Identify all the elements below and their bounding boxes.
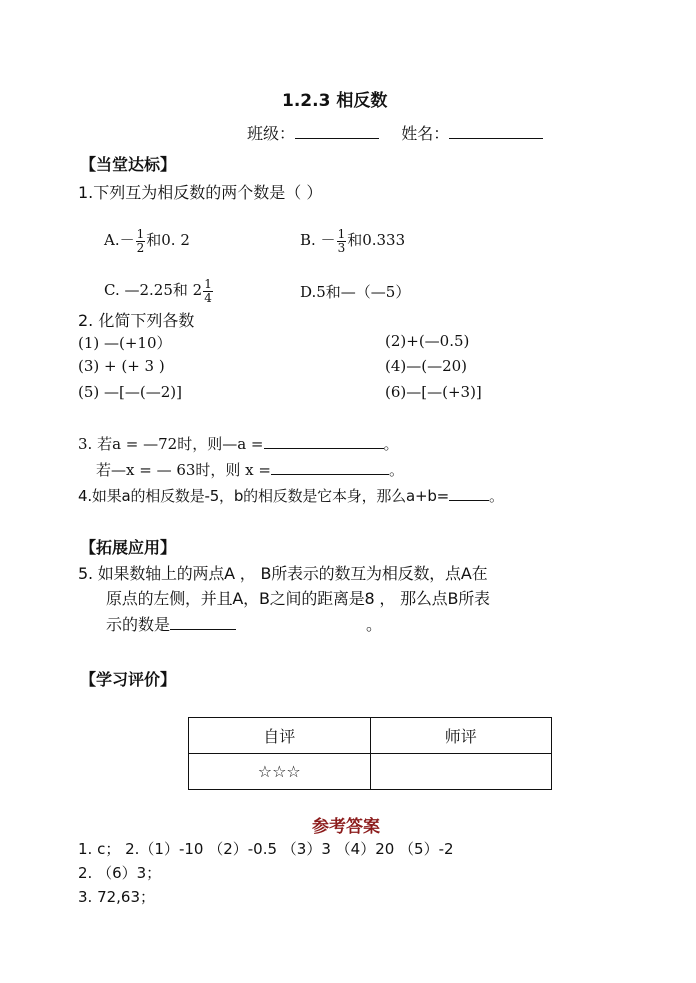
name-label: 姓名： xyxy=(401,124,450,143)
question-4: 4.如果a的相反数是-5，b的相反数是它本身，那么a+b= 。 xyxy=(78,487,504,505)
fraction: $\frac{1}{4}$ xyxy=(204,276,212,305)
question-1-option-d: D.5和—（—5） xyxy=(300,283,411,301)
teacher-eval-cell[interactable] xyxy=(370,754,552,790)
teacher-eval-header: 师评 xyxy=(370,718,552,754)
evaluation-table xyxy=(188,717,552,790)
question-2-item-3: (3) + (+ 3 ) xyxy=(78,357,165,375)
answer-blank[interactable] xyxy=(449,486,489,501)
fraction: $\frac{1}{3}$ xyxy=(337,226,346,255)
question-2-item-1: (1) —(+10） xyxy=(78,334,172,352)
question-5-line-3: 示的数是 。 xyxy=(106,615,383,634)
answers-title: 参考答案 xyxy=(312,817,380,837)
question-1-option-b: B. － $\frac{1}{3}$ 和0.333 xyxy=(300,226,406,255)
answer-line-1: 1. c； 2.（1）-10 （2）-0.5 （3）3 （4）20 （5）-2 xyxy=(78,840,454,858)
question-5-line-2: 原点的左侧，并且A，B之间的距离是8 ， 那么点B所表 xyxy=(106,589,490,608)
question-5-line-1: 5. 如果数轴上的两点A ， B所表示的数互为相反数，点A在 xyxy=(78,564,488,583)
question-2-item-6: (6)—[—(+3)] xyxy=(385,383,482,401)
self-eval-header: 自评 xyxy=(189,718,371,754)
question-1-stem: 1.下列互为相反数的两个数是（ ） xyxy=(78,183,323,202)
section-heading-evaluation: 【学习评价】 xyxy=(80,670,177,689)
answer-line-2: 2. （6）3； xyxy=(78,864,162,882)
table-row xyxy=(189,754,552,790)
page-title: 1.2.3 相反数 xyxy=(282,91,388,111)
self-eval-stars[interactable]: ☆☆☆ xyxy=(189,754,371,790)
question-1-option-a: A.－ $\frac{1}{2}$ 和0. 2 xyxy=(104,226,190,255)
name-blank[interactable] xyxy=(449,124,543,139)
question-2-item-2: (2)+(—0.5) xyxy=(385,332,470,350)
class-blank[interactable] xyxy=(295,124,379,139)
question-3-line-1: 3. 若a = —72时，则—a = 。 xyxy=(78,435,399,453)
section-heading-practice: 【当堂达标】 xyxy=(80,155,177,174)
table-row xyxy=(189,718,552,754)
section-heading-extension: 【拓展应用】 xyxy=(80,538,177,557)
answer-blank[interactable] xyxy=(264,434,384,449)
answer-blank[interactable] xyxy=(271,460,389,475)
question-2-item-4: (4)—(—20) xyxy=(385,357,468,375)
answer-blank[interactable] xyxy=(170,615,236,630)
question-1-option-c: C. —2.25和 2 $\frac{1}{4}$ xyxy=(104,276,212,305)
question-2-item-5: (5) —[—(—2)] xyxy=(78,383,182,401)
fraction: $\frac{1}{2}$ xyxy=(136,226,145,255)
student-info-line xyxy=(247,121,543,144)
question-3-line-2: 若—x = — 63时，则 x = 。 xyxy=(96,461,404,479)
class-label: 班级： xyxy=(247,124,296,143)
question-2-stem: 2. 化简下列各数 xyxy=(78,311,195,330)
answer-line-3: 3. 72,63； xyxy=(78,888,156,906)
